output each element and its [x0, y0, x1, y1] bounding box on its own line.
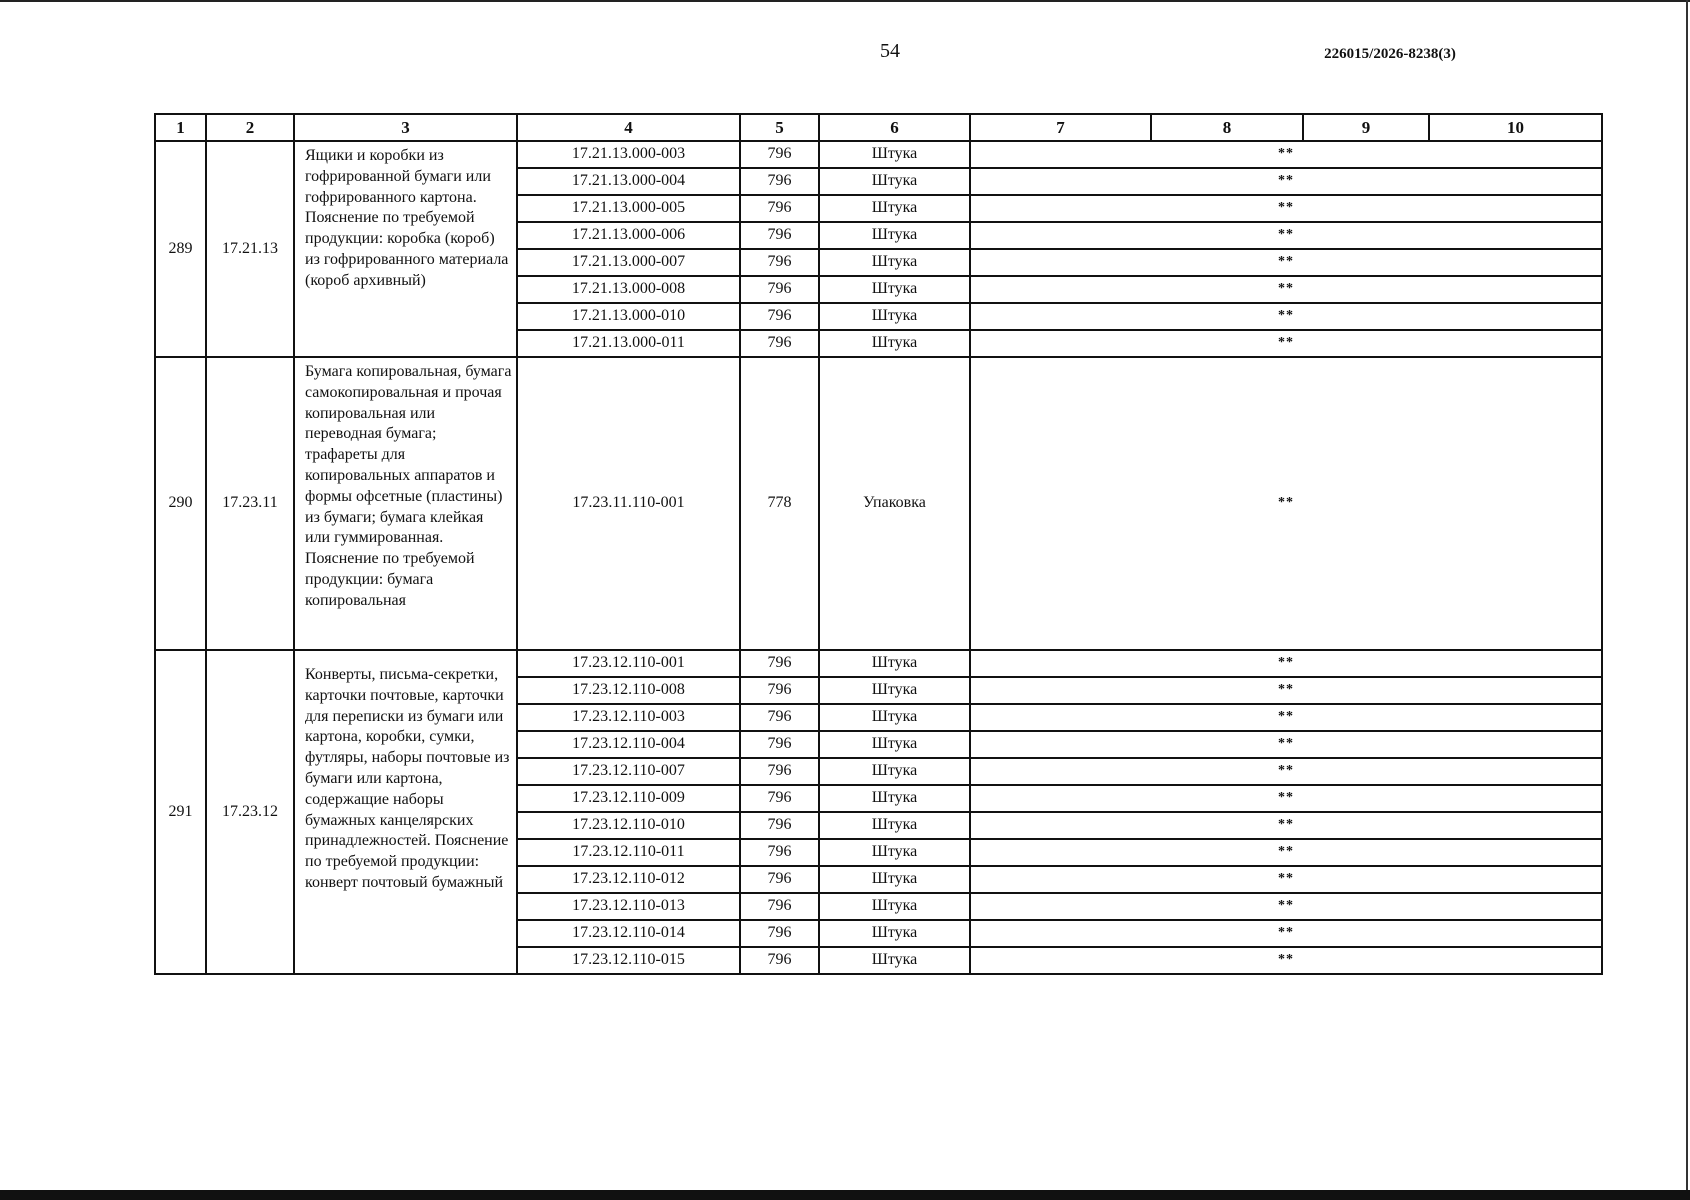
ktru-code: 17.23.12.110-003	[517, 704, 740, 731]
document-code: 226015/2026-8238(3)	[1324, 46, 1456, 62]
product-description: Конверты, письма-секретки, карточки почтовые, карточки для переписки из бумаги или картона, коробки, сумки, футляры, наборы почтовые из бумаги или картона, содержащие наборы бумажных канцелярских принадлежностей. Пояснение по требуемой продукции: конверт почтовый бумажный	[294, 650, 517, 974]
ktru-code: 17.23.12.110-014	[517, 920, 740, 947]
row-number: 291	[155, 650, 206, 974]
table-header-row	[155, 114, 1602, 141]
price-note: **	[970, 357, 1602, 650]
price-note: **	[970, 785, 1602, 812]
unit-name: Штука	[819, 839, 970, 866]
okei-code: 796	[740, 650, 819, 677]
unit-name: Штука	[819, 866, 970, 893]
okei-code: 796	[740, 330, 819, 357]
ktru-code: 17.21.13.000-006	[517, 222, 740, 249]
price-note: **	[970, 866, 1602, 893]
okpd2-code: 17.21.13	[206, 141, 294, 357]
unit-name: Штука	[819, 195, 970, 222]
price-note: **	[970, 249, 1602, 276]
okei-code: 796	[740, 195, 819, 222]
okei-code: 796	[740, 893, 819, 920]
unit-name: Штука	[819, 785, 970, 812]
okei-code: 796	[740, 785, 819, 812]
okei-code: 796	[740, 947, 819, 974]
okei-code: 796	[740, 677, 819, 704]
column-header: 7	[970, 114, 1151, 141]
unit-name: Штука	[819, 249, 970, 276]
ktru-code: 17.21.13.000-011	[517, 330, 740, 357]
price-note: **	[970, 758, 1602, 785]
column-header: 4	[517, 114, 740, 141]
ktru-code: 17.21.13.000-010	[517, 303, 740, 330]
ktru-code: 17.23.12.110-012	[517, 866, 740, 893]
okei-code: 796	[740, 866, 819, 893]
okei-code: 796	[740, 812, 819, 839]
price-note: **	[970, 168, 1602, 195]
unit-name: Штука	[819, 893, 970, 920]
ktru-code: 17.21.13.000-008	[517, 276, 740, 303]
unit-name: Штука	[819, 677, 970, 704]
unit-name: Штука	[819, 920, 970, 947]
unit-name: Штука	[819, 222, 970, 249]
product-description: Ящики и коробки из гофрированной бумаги или гофрированного картона. Пояснение по требуемой продукции: коробка (короб) из гофрированного материала (короб архивный)	[294, 141, 517, 357]
column-header: 1	[155, 114, 206, 141]
unit-name: Штука	[819, 758, 970, 785]
table-row	[155, 650, 1602, 677]
unit-name: Штука	[819, 704, 970, 731]
table-row	[155, 141, 1602, 168]
price-note: **	[970, 222, 1602, 249]
okei-code: 796	[740, 303, 819, 330]
okpd2-code: 17.23.11	[206, 357, 294, 650]
ktru-code: 17.23.12.110-009	[517, 785, 740, 812]
product-description: Бумага копировальная, бумага самокопировальная и прочая копировальная или переводная бумага; трафареты для копировальных аппаратов и формы офсетные (пластины) из бумаги; бумага клейкая или гуммированная. Пояснение по требуемой продукции: бумага копировальная	[294, 357, 517, 650]
price-note: **	[970, 141, 1602, 168]
ktru-code: 17.23.12.110-013	[517, 893, 740, 920]
unit-name: Штука	[819, 168, 970, 195]
ktru-code: 17.21.13.000-007	[517, 249, 740, 276]
price-note: **	[970, 195, 1602, 222]
okei-code: 796	[740, 731, 819, 758]
price-note: **	[970, 731, 1602, 758]
column-header: 8	[1151, 114, 1303, 141]
okpd2-code: 17.23.12	[206, 650, 294, 974]
unit-name: Штука	[819, 330, 970, 357]
price-note: **	[970, 920, 1602, 947]
unit-name: Штука	[819, 276, 970, 303]
registry-table	[154, 113, 1603, 975]
ktru-code: 17.23.12.110-011	[517, 839, 740, 866]
okei-code: 796	[740, 758, 819, 785]
price-note: **	[970, 704, 1602, 731]
price-note: **	[970, 276, 1602, 303]
okei-code: 796	[740, 704, 819, 731]
okei-code: 796	[740, 168, 819, 195]
okei-code: 796	[740, 249, 819, 276]
column-header: 5	[740, 114, 819, 141]
ktru-code: 17.21.13.000-003	[517, 141, 740, 168]
price-note: **	[970, 677, 1602, 704]
price-note: **	[970, 893, 1602, 920]
unit-name: Штука	[819, 812, 970, 839]
unit-name: Штука	[819, 141, 970, 168]
unit-name: Штука	[819, 650, 970, 677]
column-header: 10	[1429, 114, 1602, 141]
price-note: **	[970, 650, 1602, 677]
ktru-code: 17.23.12.110-001	[517, 650, 740, 677]
okei-code: 796	[740, 276, 819, 303]
row-number: 289	[155, 141, 206, 357]
column-header: 3	[294, 114, 517, 141]
unit-name: Штука	[819, 303, 970, 330]
ktru-code: 17.23.11.110-001	[517, 357, 740, 650]
ktru-code: 17.21.13.000-005	[517, 195, 740, 222]
ktru-code: 17.23.12.110-008	[517, 677, 740, 704]
price-note: **	[970, 330, 1602, 357]
scan-edge-right	[1686, 0, 1688, 1190]
ktru-code: 17.23.12.110-015	[517, 947, 740, 974]
price-note: **	[970, 303, 1602, 330]
ktru-code: 17.23.12.110-007	[517, 758, 740, 785]
okei-code: 778	[740, 357, 819, 650]
okei-code: 796	[740, 920, 819, 947]
okei-code: 796	[740, 141, 819, 168]
ktru-code: 17.21.13.000-004	[517, 168, 740, 195]
scan-edge-top	[0, 0, 1690, 2]
ktru-code: 17.23.12.110-004	[517, 731, 740, 758]
price-note: **	[970, 812, 1602, 839]
okei-code: 796	[740, 222, 819, 249]
row-number: 290	[155, 357, 206, 650]
scan-edge-bottom	[0, 1190, 1690, 1200]
column-header: 6	[819, 114, 970, 141]
column-header: 2	[206, 114, 294, 141]
unit-name: Штука	[819, 731, 970, 758]
price-note: **	[970, 839, 1602, 866]
table-row	[155, 357, 1602, 650]
page-number: 54	[880, 40, 900, 62]
unit-name: Штука	[819, 947, 970, 974]
unit-name: Упаковка	[819, 357, 970, 650]
column-header: 9	[1303, 114, 1429, 141]
ktru-code: 17.23.12.110-010	[517, 812, 740, 839]
price-note: **	[970, 947, 1602, 974]
okei-code: 796	[740, 839, 819, 866]
